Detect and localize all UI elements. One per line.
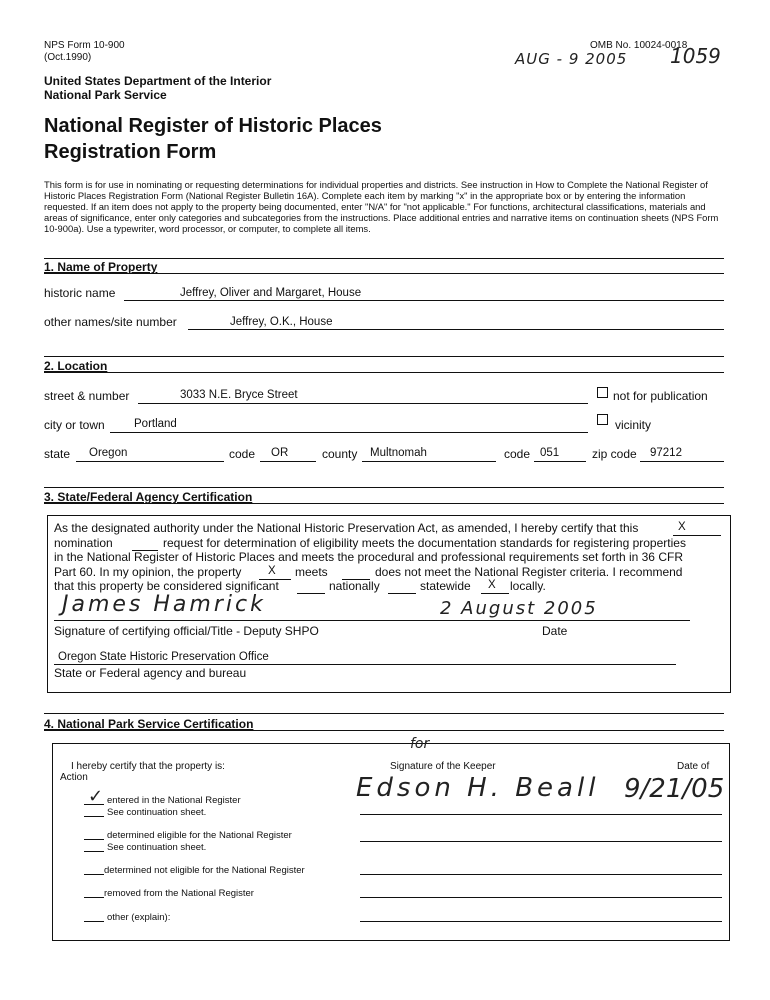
street-label: street & number bbox=[44, 389, 130, 403]
field-underline bbox=[260, 461, 316, 462]
agency-label: State or Federal agency and bureau bbox=[54, 666, 247, 680]
continuation-sheet-2[interactable]: See continuation sheet. bbox=[107, 842, 207, 853]
vicinity-label: vicinity bbox=[615, 418, 652, 432]
other-option[interactable]: other (explain): bbox=[107, 912, 171, 923]
historic-name-field[interactable]: Jeffrey, Oliver and Margaret, House bbox=[180, 287, 362, 299]
field-underline bbox=[297, 593, 325, 594]
cert-line4: Part 60. In my opinion, the property bbox=[54, 565, 242, 579]
field-underline bbox=[388, 593, 416, 594]
request-mark[interactable]: X bbox=[678, 521, 686, 533]
field-underline bbox=[76, 461, 224, 462]
other-names-label: other names/site number bbox=[44, 315, 177, 329]
section1-heading: 1. Name of Property bbox=[44, 260, 158, 274]
signature-line bbox=[360, 897, 722, 898]
removed-option[interactable]: removed from the National Register bbox=[104, 888, 254, 899]
meets-mark[interactable]: X bbox=[268, 565, 276, 577]
county-code-label: code bbox=[504, 447, 531, 461]
zip-field[interactable]: 97212 bbox=[650, 447, 682, 459]
historic-name-label: historic name bbox=[44, 286, 116, 300]
keeper-signature: Edson H. Beall bbox=[356, 773, 600, 803]
form-title-line1: National Register of Historic Places bbox=[44, 115, 382, 137]
signature-underline bbox=[54, 620, 690, 621]
signature-line bbox=[360, 814, 722, 815]
continuation-sheet-1[interactable]: See continuation sheet. bbox=[107, 807, 207, 818]
stamp-number: 1059 bbox=[670, 44, 721, 68]
service-name: National Park Service bbox=[44, 88, 167, 102]
divider bbox=[44, 713, 724, 714]
field-underline bbox=[640, 461, 724, 462]
does-not-meet-label: does not meet the National Register criteria. I recommend bbox=[375, 565, 683, 579]
state-code-field[interactable]: OR bbox=[271, 447, 289, 459]
street-field[interactable]: 3033 N.E. Bryce Street bbox=[180, 389, 298, 401]
signature-label: Signature of certifying official/Title - Deputy SHPO bbox=[54, 624, 319, 638]
divider bbox=[44, 372, 724, 373]
department-name: United States Department of the Interior bbox=[44, 74, 272, 88]
form-date: (Oct.1990) bbox=[44, 52, 92, 63]
county-field[interactable]: Multnomah bbox=[370, 447, 427, 459]
instructions-paragraph: This form is for use in nominating or requesting determinations for individual properties and districts. See instruction in How to Complete the National Register of Historic Places Registration Form (National Register Bulletin 16A). Complete each item by marking "x" in the appropriate box or by entering the information requested. If an item does not apply to the property being documented, enter "N/A" for "not applicable." For functions, architectural classifications, materials and areas of significance, enter only categories and subcategories from the instructions. Place additional entries and narrative items on continuation sheets (NPS Form 10-900a). Use a typewriter, word processor, or computer, to complete all items. bbox=[44, 179, 719, 234]
city-field[interactable]: Portland bbox=[134, 418, 177, 430]
section3-heading: 3. State/Federal Agency Certification bbox=[44, 490, 253, 504]
divider bbox=[44, 356, 724, 357]
item-blank bbox=[84, 897, 104, 898]
date-of-action-label: Date of bbox=[677, 761, 710, 772]
cert-line2: request for determination of eligibility meets the documentation standards for registering properties bbox=[163, 536, 686, 550]
city-label: city or town bbox=[44, 418, 105, 432]
cert-line5: that this property be considered significant bbox=[54, 579, 279, 593]
county-label: county bbox=[322, 447, 358, 461]
state-field[interactable]: Oregon bbox=[89, 447, 128, 459]
state-label: state bbox=[44, 447, 71, 461]
divider bbox=[44, 487, 724, 488]
entered-option[interactable]: entered in the National Register bbox=[107, 795, 241, 806]
signature-line bbox=[360, 841, 722, 842]
date-label: Date bbox=[542, 624, 568, 638]
not-for-publication-checkbox[interactable] bbox=[597, 387, 608, 398]
checkmark-icon: ✓ bbox=[88, 786, 104, 807]
item-blank bbox=[84, 874, 104, 875]
field-underline bbox=[124, 300, 724, 301]
item-blank bbox=[84, 851, 104, 852]
vicinity-checkbox[interactable] bbox=[597, 414, 608, 425]
keeper-initial: for bbox=[410, 736, 430, 752]
divider bbox=[44, 258, 724, 259]
not-eligible-option[interactable]: determined not eligible for the National Register bbox=[104, 865, 305, 876]
divider bbox=[44, 730, 724, 731]
item-blank bbox=[84, 921, 104, 922]
other-names-field[interactable]: Jeffrey, O.K., House bbox=[230, 316, 333, 328]
field-underline bbox=[110, 432, 588, 433]
nationally-label: nationally bbox=[329, 579, 380, 593]
agency-field[interactable]: Oregon State Historic Preservation Office bbox=[58, 651, 269, 663]
section2-heading: 2. Location bbox=[44, 359, 108, 373]
agency-underline bbox=[54, 664, 676, 665]
keeper-date-handwritten: 9/21/05 bbox=[624, 774, 725, 804]
signature-line bbox=[360, 921, 722, 922]
section4-heading: 4. National Park Service Certification bbox=[44, 717, 254, 731]
signature-line bbox=[360, 874, 722, 875]
received-stamp-date: AUG - 9 2005 bbox=[515, 50, 628, 68]
nomination-label: nomination bbox=[54, 536, 113, 550]
county-code-field[interactable]: 051 bbox=[540, 447, 560, 459]
cert-line3: in the National Register of Historic Places and meets the procedural and professional requirements set forth in 36 CFR bbox=[54, 550, 683, 564]
eligible-option[interactable]: determined eligible for the National Register bbox=[107, 830, 292, 841]
meets-label: meets bbox=[295, 565, 328, 579]
statewide-label: statewide bbox=[420, 579, 471, 593]
item-blank bbox=[84, 816, 104, 817]
divider bbox=[44, 503, 724, 504]
certifying-signature: James Hamrick bbox=[62, 592, 266, 617]
action-label: Action bbox=[60, 772, 88, 783]
field-underline bbox=[138, 403, 588, 404]
locally-label: locally. bbox=[510, 579, 546, 593]
not-for-publication-label: not for publication bbox=[613, 389, 708, 403]
divider bbox=[44, 273, 724, 274]
field-underline bbox=[481, 593, 509, 594]
form-number: NPS Form 10-900 bbox=[44, 40, 125, 51]
state-code-label: code bbox=[229, 447, 256, 461]
field-underline bbox=[188, 329, 724, 330]
cert-line1: As the designated authority under the National Historic Preservation Act, as amended, I hereby certify that this bbox=[54, 521, 639, 535]
form-title-line2: Registration Form bbox=[44, 141, 217, 163]
item-blank bbox=[84, 839, 104, 840]
field-underline bbox=[362, 461, 496, 462]
zip-label: zip code bbox=[592, 447, 637, 461]
locally-mark[interactable]: X bbox=[488, 579, 496, 591]
certifying-date-handwritten: 2 August 2005 bbox=[440, 598, 598, 619]
keeper-signature-label: Signature of the Keeper bbox=[390, 761, 496, 772]
certify-label: I hereby certify that the property is: bbox=[71, 761, 225, 772]
omb-number: OMB No. 10024-0018 bbox=[590, 40, 688, 51]
field-underline bbox=[534, 461, 586, 462]
